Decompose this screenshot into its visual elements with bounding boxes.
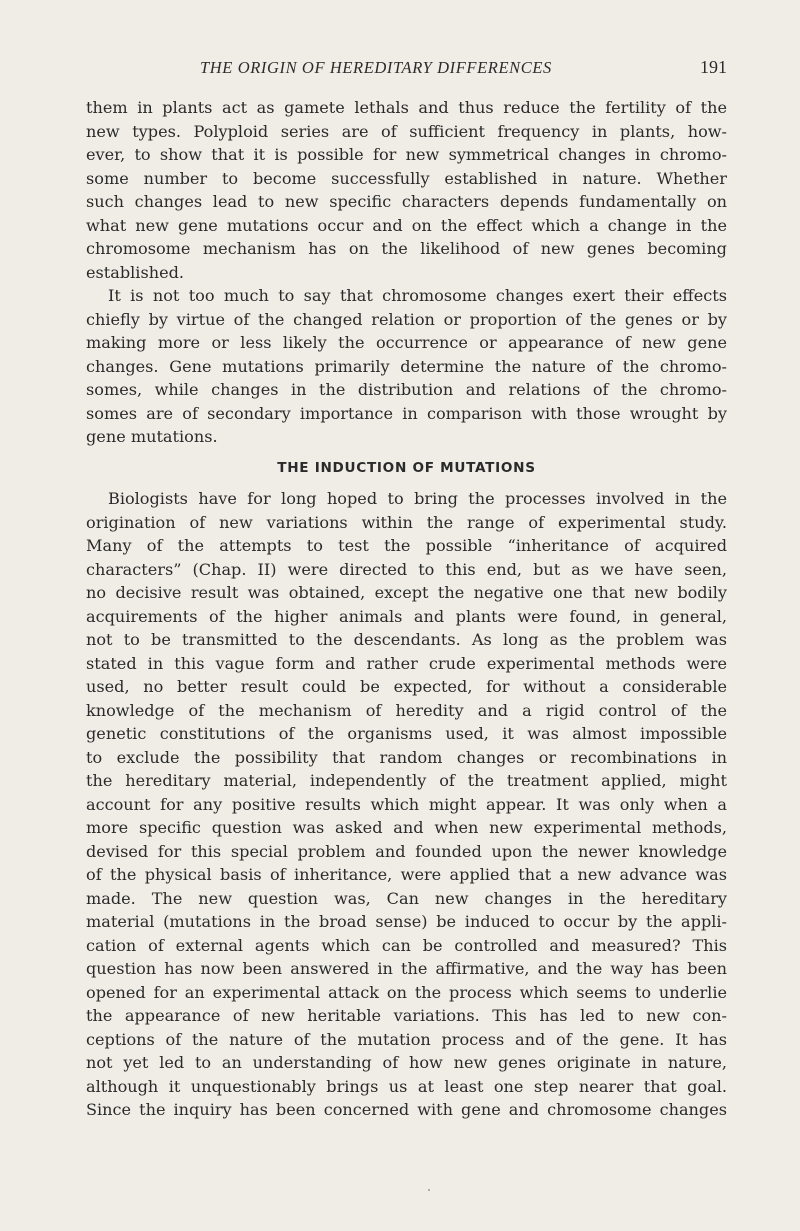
text-line: made. The new question was, Can new changes in the hereditary (86, 888, 727, 908)
text-line: origination of new variations within the range of experimental study. (86, 512, 727, 532)
text-line: not to be transmitted to the descendants. As long as the problem was (86, 630, 727, 649)
paragraph-1 (86, 96, 727, 284)
text-line: ever, to show that it is possible for new symmetrical changes in chromo- (86, 145, 727, 164)
text-line: ceptions of the nature of the mutation process and of the gene. It has (86, 1029, 727, 1049)
text-line: new types. Polyploid series are of sufficient frequency in plants, how- (86, 121, 727, 141)
body-text (86, 96, 727, 1122)
text-line: not yet led to an understanding of how new genes originate in nature, (86, 1053, 727, 1072)
text-line: changes. Gene mutations primarily determine the nature of the chromo- (86, 356, 727, 376)
paper-speck (428, 1189, 430, 1191)
text-line: somes are of secondary importance in comparison with those wrought by (86, 403, 727, 423)
text-line: although it unquestionably brings us at least one step nearer that goal. (86, 1076, 727, 1096)
text-line: more specific question was asked and when new experimental methods, (86, 818, 727, 837)
text-line: account for any positive results which might appear. It was only when a (86, 794, 727, 814)
text-line: devised for this special problem and founded upon the newer knowledge (86, 841, 727, 861)
text-line: Many of the attempts to test the possible “inheritance of acquired (86, 536, 727, 555)
paragraph-2 (86, 284, 727, 449)
text-line: to exclude the possibility that random changes or recombinations in (86, 747, 727, 767)
text-line: Biologists have for long hoped to bring the processes involved in the (108, 489, 727, 508)
text-line: such changes lead to new specific characters depends fundamentally on (86, 192, 727, 211)
text-line: the hereditary material, independently of the treatment applied, might (86, 771, 727, 790)
text-line: the appearance of new heritable variations. This has led to new con- (86, 1006, 727, 1025)
section-heading: THE INDUCTION OF MUTATIONS (277, 459, 536, 476)
text-line: what new gene mutations occur and on the effect which a change in the (86, 215, 727, 235)
text-line: acquirements of the higher animals and plants were found, in general, (86, 606, 727, 626)
text-line: characters” (Chap. II) were directed to this end, but as we have seen, (86, 559, 727, 579)
text-line: somes, while changes in the distribution and relations of the chromo- (86, 380, 727, 399)
paragraph-3 (86, 487, 727, 1122)
text-line: stated in this vague form and rather crude experimental methods were (86, 653, 727, 673)
page-number: 191 (700, 57, 727, 77)
text-line: opened for an experimental attack on the process which seems to underlie (86, 982, 727, 1002)
text-line: no decisive result was obtained, except the negative one that new bodily (86, 583, 727, 602)
text-line: genetic constitutions of the organisms used, it was almost impossible (86, 724, 727, 743)
text-line: chiefly by virtue of the changed relation or proportion of the genes or by (86, 309, 727, 329)
text-line: question has now been answered in the affirmative, and the way has been (86, 959, 727, 978)
text-line: them in plants act as gamete lethals and thus reduce the fertility of the (86, 98, 727, 117)
text-line: of the physical basis of inheritance, were applied that a new advance was (86, 865, 727, 884)
text-line: chromosome mechanism has on the likelihood of new genes becoming (86, 239, 727, 258)
text-line: gene mutations. (86, 427, 218, 446)
text-line: knowledge of the mechanism of heredity and a rigid control of the (86, 700, 727, 720)
text-line: making more or less likely the occurrence or appearance of new gene (86, 333, 727, 352)
text-line: It is not too much to say that chromosome changes exert their effects (108, 286, 727, 305)
text-line: material (mutations in the broad sense) be induced to occur by the appli- (86, 912, 727, 931)
text-line: used, no better result could be expected, for without a considerable (86, 677, 727, 696)
text-line: some number to become successfully established in nature. Whether (86, 168, 727, 188)
text-line: Since the inquiry has been concerned with gene and chromosome changes (86, 1100, 727, 1119)
text-line: cation of external agents which can be controlled and measured? This (86, 935, 727, 955)
running-head (86, 58, 727, 82)
text-line: established. (86, 262, 185, 282)
running-title: THE ORIGIN OF HEREDITARY DIFFERENCES (200, 58, 552, 77)
